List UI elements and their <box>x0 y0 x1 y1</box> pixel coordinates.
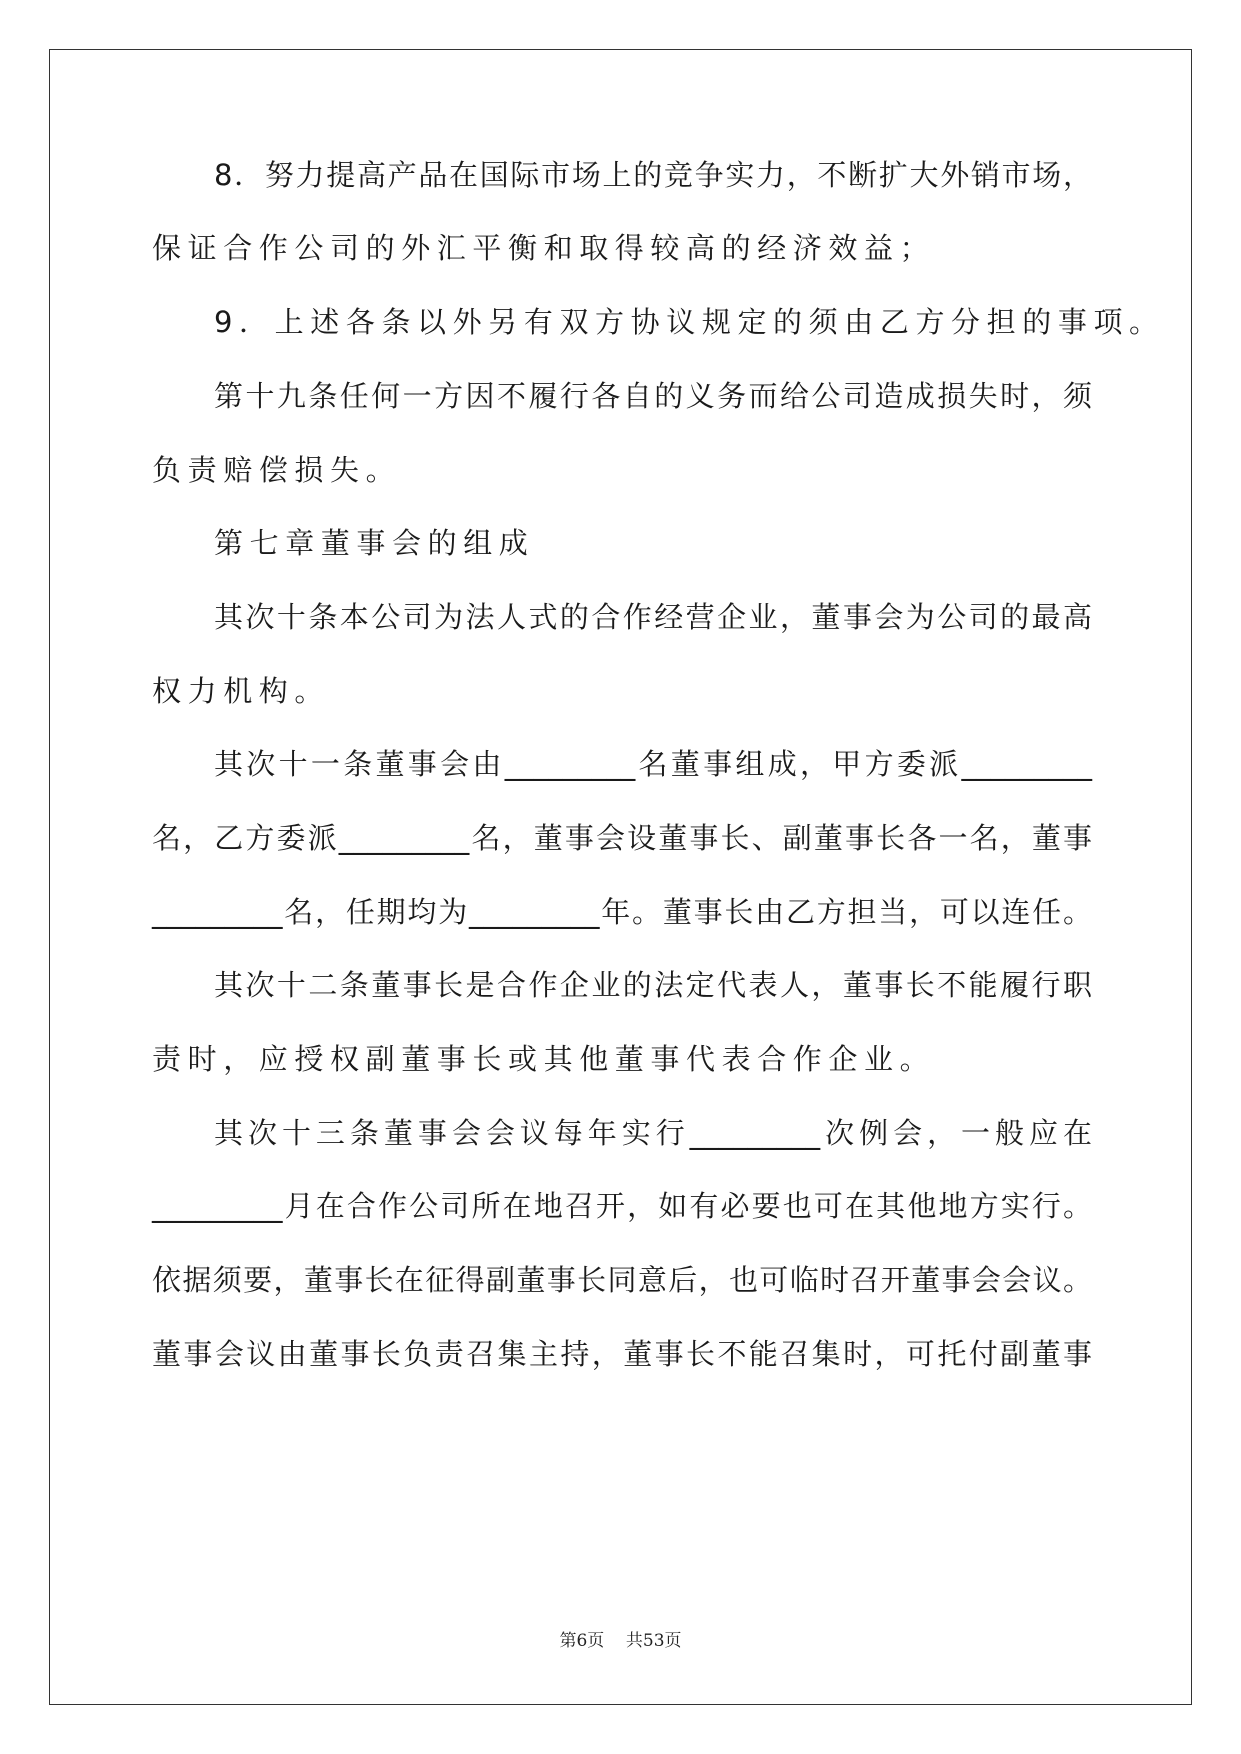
paragraph-line: 其次十二条董事长是合作企业的法定代表人，董事长不能履行职 <box>214 968 1092 1002</box>
paragraph-line: 董事会议由董事长负责召集主持，董事长不能召集时，可托付副董事 <box>152 1337 1092 1371</box>
paragraph-line: 9．上述各条以外另有双方协议规定的须由乙方分担的事项。 <box>214 305 1165 339</box>
paragraph-line: 责时，应授权副董事长或其他董事代表合作企业。 <box>152 1042 936 1076</box>
paragraph-line: 其次十三条董事会会议每年实行_________次例会，一般应在 <box>214 1116 1092 1150</box>
page-border <box>49 49 1192 1705</box>
paragraph-line: _________月在合作公司所在地召开，如有必要也可在其他地方实行。 <box>152 1189 1092 1223</box>
paragraph-line: 其次十一条董事会由_________名董事组成，甲方委派_________ <box>214 747 1092 781</box>
paragraph-line: 第十九条任何一方因不履行各自的义务而给公司造成损失时，须 <box>214 379 1092 413</box>
paragraph-line: 8．努力提高产品在国际市场上的竞争实力，不断扩大外销市场， <box>214 158 1092 192</box>
chapter-heading: 第七章董事会的组成 <box>214 526 535 560</box>
paragraph-line: 权力机构。 <box>152 674 331 708</box>
paragraph-line: 名，乙方委派_________名，董事会设董事长、副董事长各一名，董事 <box>152 821 1092 855</box>
page-number-footer: 第6页 共53页 <box>559 1631 682 1651</box>
paragraph-line: _________名，任期均为_________年。董事长由乙方担当，可以连任。 <box>152 895 1092 929</box>
paragraph-line: 其次十条本公司为法人式的合作经营企业，董事会为公司的最高 <box>214 600 1092 634</box>
paragraph-line: 依据须要，董事长在征得副董事长同意后，也可临时召开董事会会议。 <box>152 1263 1092 1297</box>
paragraph-line: 保证合作公司的外汇平衡和取得较高的经济效益； <box>152 231 936 265</box>
paragraph-line: 负责赔偿损失。 <box>152 453 402 487</box>
